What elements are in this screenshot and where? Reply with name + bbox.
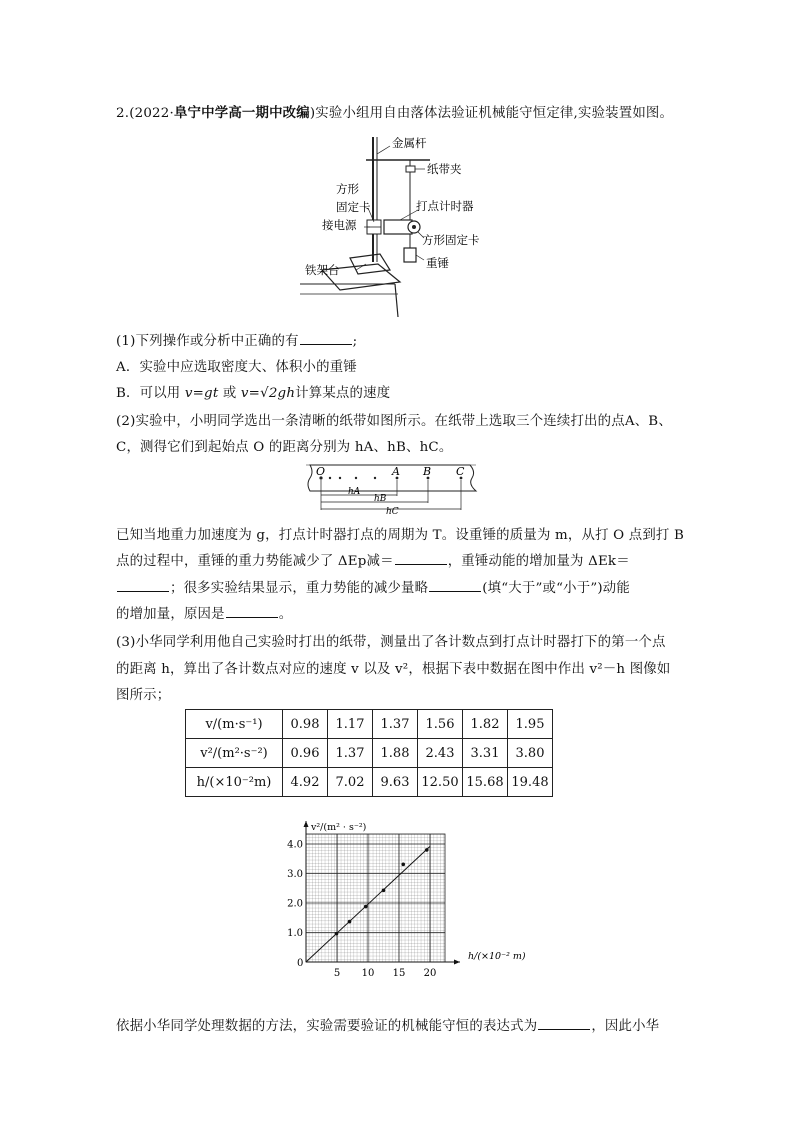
question-source-open: (2022· bbox=[129, 106, 174, 121]
part2-line4a: 点的过程中，重锤的重力势能减少了 ΔEp减＝ bbox=[116, 554, 394, 569]
table-cell: 1.56 bbox=[418, 710, 463, 739]
table-cell: 0.96 bbox=[283, 739, 328, 768]
data-table bbox=[185, 709, 553, 797]
table-cell: 3.80 bbox=[508, 739, 553, 768]
question-number: 2. bbox=[116, 106, 130, 121]
final-line bbox=[116, 1015, 659, 1034]
label-square-card-a: 方形 bbox=[336, 182, 359, 196]
table-cell: 4.92 bbox=[283, 768, 328, 797]
table-cell: 1.37 bbox=[373, 710, 418, 739]
part2-line6a: 的增加量，原因是 bbox=[116, 607, 225, 622]
label-stand: 铁架台 bbox=[305, 263, 340, 277]
label-square-card-b: 固定卡 bbox=[336, 200, 371, 214]
part2-line2: C，测得它们到起始点 O 的距离分别为 hA、hB、hC。 bbox=[116, 440, 453, 455]
apparatus-diagram bbox=[300, 132, 500, 320]
x-tick-label: 5 bbox=[333, 968, 341, 979]
part2-line5a: ；很多实验结果显示，重力势能的减少量略 bbox=[170, 581, 429, 596]
option-b-eq1: v=gt bbox=[184, 386, 219, 401]
table-cell: 12.50 bbox=[418, 768, 463, 797]
part2-line5 bbox=[116, 577, 630, 596]
label-power: 接电源 bbox=[322, 218, 357, 232]
label-timer: 打点计时器 bbox=[416, 199, 474, 213]
option-b-eq2: v=√2gh bbox=[240, 386, 296, 401]
tape-dim-hc: hC bbox=[386, 507, 399, 514]
table-cell: 19.48 bbox=[508, 768, 553, 797]
x-axis-arrow bbox=[454, 960, 460, 965]
y-tick-label: 3.0 bbox=[287, 869, 303, 880]
option-b-mid: 或 bbox=[218, 386, 241, 401]
data-point bbox=[335, 932, 339, 936]
final-a: 依据小华同学处理数据的方法，实验需要验证的机械能守恒的表达式为 bbox=[116, 1019, 538, 1034]
data-point bbox=[425, 848, 429, 852]
part1-prompt-line bbox=[116, 330, 357, 349]
table-header-v: v/(m·s⁻¹) bbox=[186, 710, 283, 739]
part2-line4b: ，重锤动能的增加量为 ΔEk＝ bbox=[447, 554, 630, 569]
table-row bbox=[186, 739, 553, 768]
table-cell: 1.88 bbox=[373, 739, 418, 768]
table-cell: 1.17 bbox=[328, 710, 373, 739]
paper-tape-figure bbox=[300, 462, 490, 514]
tape-label-c: C bbox=[456, 465, 465, 478]
label-hammer: 重锤 bbox=[426, 256, 449, 270]
x-tick-label: 20 bbox=[423, 968, 437, 979]
delta-ek-blank[interactable] bbox=[117, 579, 169, 592]
question-header bbox=[116, 102, 673, 121]
x-tick-label: 15 bbox=[392, 968, 406, 979]
y-tick-label: 2.0 bbox=[287, 898, 303, 910]
table-cell: 7.02 bbox=[328, 768, 373, 797]
table-cell: 1.95 bbox=[508, 710, 553, 739]
hammer-weight bbox=[404, 248, 416, 262]
table-cell: 0.98 bbox=[283, 710, 328, 739]
reason-blank[interactable] bbox=[226, 605, 278, 618]
table-row bbox=[186, 710, 553, 739]
compare-blank[interactable] bbox=[429, 579, 481, 592]
question-intro: 实验小组用自由落体法验证机械能守恒定律,实验装置如图。 bbox=[315, 106, 674, 121]
origin-label: 0 bbox=[297, 958, 304, 969]
part1-prompt: (1)下列操作或分析中正确的有 bbox=[116, 334, 299, 349]
part1-option-b-line bbox=[116, 382, 390, 401]
label-tape-clip: 纸带夹 bbox=[427, 162, 462, 176]
x-tick-label: 10 bbox=[361, 968, 375, 979]
option-b-post: 计算某点的速度 bbox=[295, 386, 391, 401]
tape-clip bbox=[406, 166, 415, 172]
option-b-pre: B．可以用 bbox=[116, 386, 185, 401]
y-tick-label: 4.0 bbox=[287, 839, 303, 851]
data-point bbox=[348, 920, 352, 924]
tape-label-o: O bbox=[316, 465, 326, 478]
table-cell: 15.68 bbox=[463, 768, 508, 797]
part2-line6 bbox=[116, 603, 292, 622]
x-axis-label: h/(×10⁻² m) bbox=[468, 951, 526, 962]
part1-answer-blank[interactable] bbox=[300, 332, 352, 345]
part2-line5b: (填“大于”或“小于”)动能 bbox=[482, 581, 630, 596]
stand-base bbox=[350, 254, 390, 274]
label-metal-rod: 金属杆 bbox=[392, 136, 427, 150]
v2-h-chart bbox=[280, 815, 580, 985]
y-axis-arrow bbox=[304, 821, 309, 827]
delta-ep-blank[interactable] bbox=[395, 552, 447, 565]
data-point bbox=[364, 905, 368, 909]
label-square-card-right: 方形固定卡 bbox=[422, 233, 480, 247]
expression-blank[interactable] bbox=[538, 1017, 590, 1030]
table-cell: 1.37 bbox=[328, 739, 373, 768]
question-source: 阜宁中学高一期中改编 bbox=[173, 106, 310, 121]
part2-line1: (2)实验中，小明同学选出一条清晰的纸带如图所示。在纸带上选取三个连续打出的点A、B、 bbox=[116, 414, 672, 429]
table-row bbox=[186, 768, 553, 797]
tape-dim-ha: hA bbox=[348, 487, 361, 497]
part1-end: ; bbox=[352, 334, 358, 349]
part2-line6b: 。 bbox=[278, 607, 293, 622]
data-point bbox=[382, 889, 386, 893]
part3-line3: 图所示； bbox=[116, 688, 171, 703]
y-tick-label: 1.0 bbox=[287, 928, 303, 939]
tape-label-a: A bbox=[392, 465, 400, 478]
table-cell: 3.31 bbox=[463, 739, 508, 768]
final-b: ，因此小华 bbox=[591, 1019, 660, 1034]
table-cell: 1.82 bbox=[463, 710, 508, 739]
part1-option-a: A．实验中应选取密度大、体积小的重锤 bbox=[116, 360, 357, 375]
part2-line4 bbox=[116, 550, 630, 569]
part2-line3: 已知当地重力加速度为 g，打点计时器打点的周期为 T。设重锤的质量为 m，从打 O 点到打 B bbox=[116, 528, 685, 543]
tape-dim-hb: hB bbox=[374, 494, 387, 504]
part3-line2: 的距离 h，算出了各计数点对应的速度 v 以及 v²，根据下表中数据在图中作出 v²－h 图像如 bbox=[116, 662, 671, 677]
tape-label-b: B bbox=[423, 465, 432, 478]
table-cell: 9.63 bbox=[373, 768, 418, 797]
y-axis-label: v²/(m² · s⁻²) bbox=[311, 822, 367, 833]
part3-line1: (3)小华同学利用他自己实验时打出的纸带，测量出了各计数点到打点计时器打下的第一个点 bbox=[116, 635, 666, 650]
table-header-h: h/(×10⁻²m) bbox=[186, 768, 283, 797]
data-point bbox=[401, 863, 405, 867]
table-header-v2: v²/(m²·s⁻²) bbox=[186, 739, 283, 768]
question-source-close: ) bbox=[309, 106, 316, 121]
table-cell: 2.43 bbox=[418, 739, 463, 768]
